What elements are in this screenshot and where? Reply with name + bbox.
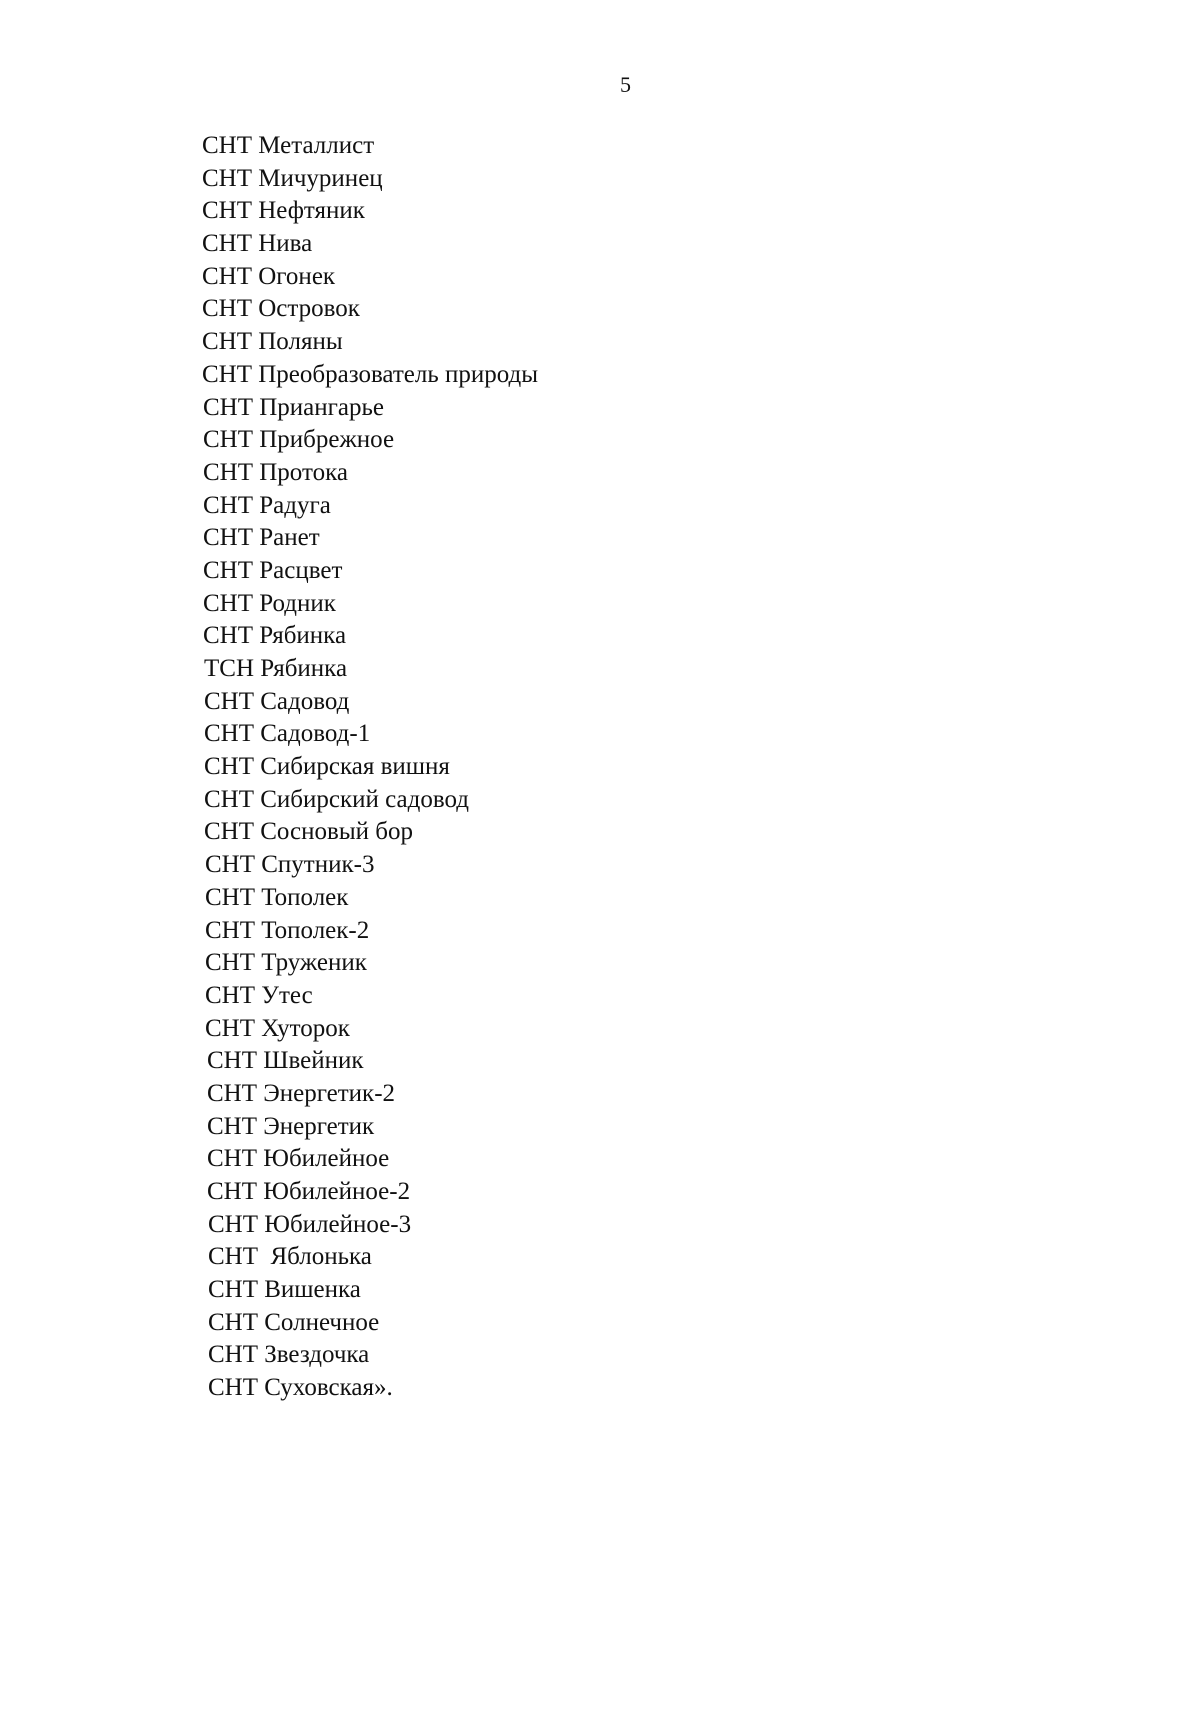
list-item: СНТ Протока bbox=[203, 458, 348, 486]
list-item: СНТ Садовод bbox=[204, 687, 350, 715]
list-item: СНТ Металлист bbox=[202, 132, 375, 159]
list-item: СНТ Прибрежное bbox=[203, 426, 395, 454]
list-item: СНТ Звездочка bbox=[208, 1341, 370, 1369]
list-item: СНТ Юбилейное bbox=[207, 1145, 390, 1173]
list-item: СНТ Вишенка bbox=[208, 1276, 361, 1304]
organization-list bbox=[202, 130, 902, 1405]
list-item: СНТ Тополек bbox=[205, 883, 349, 911]
list-item: СНТ Преобразователь природы bbox=[202, 360, 539, 388]
list-item: СНТ Родник bbox=[203, 589, 336, 617]
list-item: СНТ Спутник-3 bbox=[205, 851, 375, 879]
list-item: СНТ Суховская». bbox=[208, 1374, 393, 1402]
list-item: СНТ Сибирская вишня bbox=[204, 753, 450, 781]
list-item: СНТ Нефтяник bbox=[202, 197, 365, 225]
list-item: СНТ Садовод-1 bbox=[204, 720, 371, 748]
list-item: СНТ Яблонька bbox=[208, 1243, 372, 1271]
list-item: СНТ Островок bbox=[202, 295, 360, 323]
list-item: СНТ Юбилейное-2 bbox=[207, 1178, 411, 1205]
list-item: СНТ Хуторок bbox=[205, 1014, 350, 1042]
list-item: СНТ Утес bbox=[205, 981, 313, 1009]
list-item: СНТ Радуга bbox=[203, 491, 331, 519]
list-item: ТСН Рябинка bbox=[204, 655, 348, 682]
list-item: СНТ Юбилейное-3 bbox=[208, 1210, 412, 1238]
list-item: СНТ Сибирский садовод bbox=[204, 785, 470, 813]
list-item: СНТ Расцвет bbox=[203, 556, 343, 584]
list-item: СНТ Нива bbox=[202, 230, 313, 258]
list-item: СНТ Солнечное bbox=[208, 1308, 380, 1336]
list-item: СНТ Сосновый бор bbox=[204, 818, 413, 846]
list-item: СНТ Труженик bbox=[205, 949, 367, 977]
list-item: СНТ Рябинка bbox=[203, 622, 347, 650]
list-item: СНТ Энергетик bbox=[207, 1112, 375, 1140]
list-item: СНТ Ранет bbox=[203, 524, 320, 552]
list-item: СНТ Тополек-2 bbox=[205, 916, 370, 944]
page-number: 5 bbox=[620, 72, 631, 97]
list-item: СНТ Приангарье bbox=[203, 393, 385, 421]
list-item: СНТ Поляны bbox=[202, 328, 343, 356]
list-item: СНТ Огонек bbox=[202, 262, 336, 290]
list-item: СНТ Мичуринец bbox=[202, 164, 383, 192]
list-item: СНТ Швейник bbox=[207, 1047, 364, 1075]
list-item: СНТ Энергетик-2 bbox=[207, 1079, 396, 1107]
